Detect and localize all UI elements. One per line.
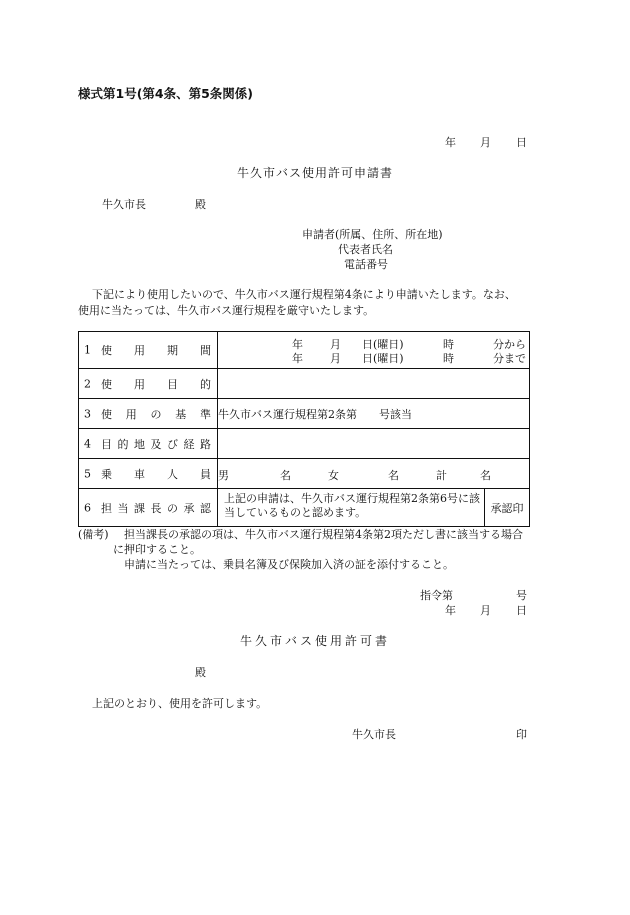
row-label-text: 使 用 期 間 bbox=[101, 344, 211, 357]
row-label-text: 担 当 課 長 の 承 認 bbox=[101, 501, 211, 515]
period-from-hour: 時 bbox=[443, 338, 454, 351]
applicant-affiliation: 申請者(所属、住所、所在地) bbox=[302, 228, 443, 241]
standard-suffix: 号該当 bbox=[379, 407, 412, 421]
permit-title: 牛久市バス使用許可書 bbox=[239, 634, 390, 648]
permit-body: 上記のとおり、使用を許可します。 bbox=[92, 697, 268, 710]
row-label-approval bbox=[79, 489, 218, 527]
application-body-line-2: 使用に当たっては、牛久市バス運行規程を厳守いたします。 bbox=[78, 304, 375, 317]
row-label-standard bbox=[79, 399, 218, 429]
applicant-representative: 代表者氏名 bbox=[338, 243, 393, 256]
period-from-suffix: 分から bbox=[493, 338, 526, 351]
table-row bbox=[79, 369, 530, 399]
period-value bbox=[218, 332, 530, 369]
period-to-hour: 時 bbox=[443, 352, 454, 365]
approval-cell bbox=[218, 489, 530, 527]
permit-signer: 牛久市長 bbox=[352, 728, 396, 741]
application-table bbox=[78, 331, 530, 527]
application-title: 牛久市バス使用許可申請書 bbox=[236, 166, 393, 180]
addressee-honorific: 殿 bbox=[195, 198, 206, 211]
row-number: 2 bbox=[84, 377, 91, 390]
application-body-line-1: 下記により使用したいので、牛久市バス運行規程第4条により申請いたします。なお、 bbox=[92, 288, 516, 301]
period-to-suffix: 分まで bbox=[493, 352, 526, 365]
approval-stamp-box bbox=[484, 489, 529, 526]
permit-seal: 印 bbox=[516, 728, 527, 741]
row-label-text: 目 的 地 及 び 経 路 bbox=[101, 437, 211, 451]
destination-value bbox=[218, 429, 530, 459]
row-number: 5 bbox=[84, 467, 91, 480]
passengers-female: 女 bbox=[328, 468, 339, 482]
passengers-male: 男 bbox=[218, 468, 229, 482]
notes-label: (備考) bbox=[78, 528, 109, 541]
approval-text bbox=[218, 489, 484, 526]
passengers-total-unit: 名 bbox=[480, 468, 491, 482]
date-day: 日 bbox=[516, 136, 527, 149]
applicant-phone: 電話番号 bbox=[344, 258, 388, 271]
standard-text: 牛久市バス運行規程第2条第 bbox=[218, 407, 357, 421]
row-label-text: 使 用 の 基 準 bbox=[101, 407, 211, 421]
permit-order-suffix: 号 bbox=[516, 589, 527, 602]
form-label: 様式第1号(第4条、第5条関係) bbox=[78, 86, 254, 101]
permit-honorific: 殿 bbox=[195, 666, 206, 679]
passengers-male-unit: 名 bbox=[280, 468, 291, 482]
table-row bbox=[79, 489, 530, 527]
period-to-day: 日(曜日) bbox=[362, 352, 404, 365]
period-from-year: 年 bbox=[292, 338, 303, 351]
date-year: 年 bbox=[445, 136, 456, 149]
table-row bbox=[79, 399, 530, 429]
permit-order-label: 指令第 bbox=[420, 589, 453, 602]
purpose-value bbox=[218, 369, 530, 399]
approval-text-line-1: 上記の申請は、牛久市バス運行規程第2条第6号に該 bbox=[224, 492, 480, 505]
row-label-text: 乗 車 人 員 bbox=[101, 467, 211, 481]
row-label-purpose bbox=[79, 369, 218, 399]
period-to-year: 年 bbox=[292, 352, 303, 365]
permit-date-month: 月 bbox=[480, 604, 491, 617]
row-label-destination bbox=[79, 429, 218, 459]
approval-stamp-label: 承認印 bbox=[490, 501, 524, 515]
notes-line-3: 申請に当たっては、乗員名簿及び保険加入済の証を添付すること。 bbox=[124, 558, 454, 571]
row-number: 3 bbox=[84, 407, 91, 420]
period-from-day: 日(曜日) bbox=[362, 338, 404, 351]
passengers-total: 計 bbox=[436, 468, 447, 482]
period-from-month: 月 bbox=[330, 338, 341, 351]
table-row bbox=[79, 332, 530, 369]
passengers-value bbox=[218, 459, 530, 489]
standard-value bbox=[218, 399, 530, 429]
permit-date-day: 日 bbox=[516, 604, 527, 617]
approval-text-line-2: 当しているものと認めます。 bbox=[224, 506, 367, 519]
notes-line-1: 担当課長の承認の項は、牛久市バス運行規程第4条第2項ただし書に該当する場合 bbox=[124, 528, 523, 541]
row-number: 6 bbox=[84, 501, 91, 514]
notes-line-2: に押印すること。 bbox=[113, 543, 201, 556]
addressee: 牛久市長 bbox=[102, 198, 146, 211]
passengers-female-unit: 名 bbox=[388, 468, 399, 482]
row-label-text: 使 用 目 的 bbox=[101, 377, 211, 391]
table-row bbox=[79, 429, 530, 459]
permit-date-year: 年 bbox=[445, 604, 456, 617]
date-month: 月 bbox=[480, 136, 491, 149]
row-label-period bbox=[79, 332, 218, 369]
row-number: 1 bbox=[84, 343, 91, 357]
row-number: 4 bbox=[84, 437, 91, 450]
period-to-month: 月 bbox=[330, 352, 341, 365]
row-label-passengers bbox=[79, 459, 218, 489]
table-row bbox=[79, 459, 530, 489]
